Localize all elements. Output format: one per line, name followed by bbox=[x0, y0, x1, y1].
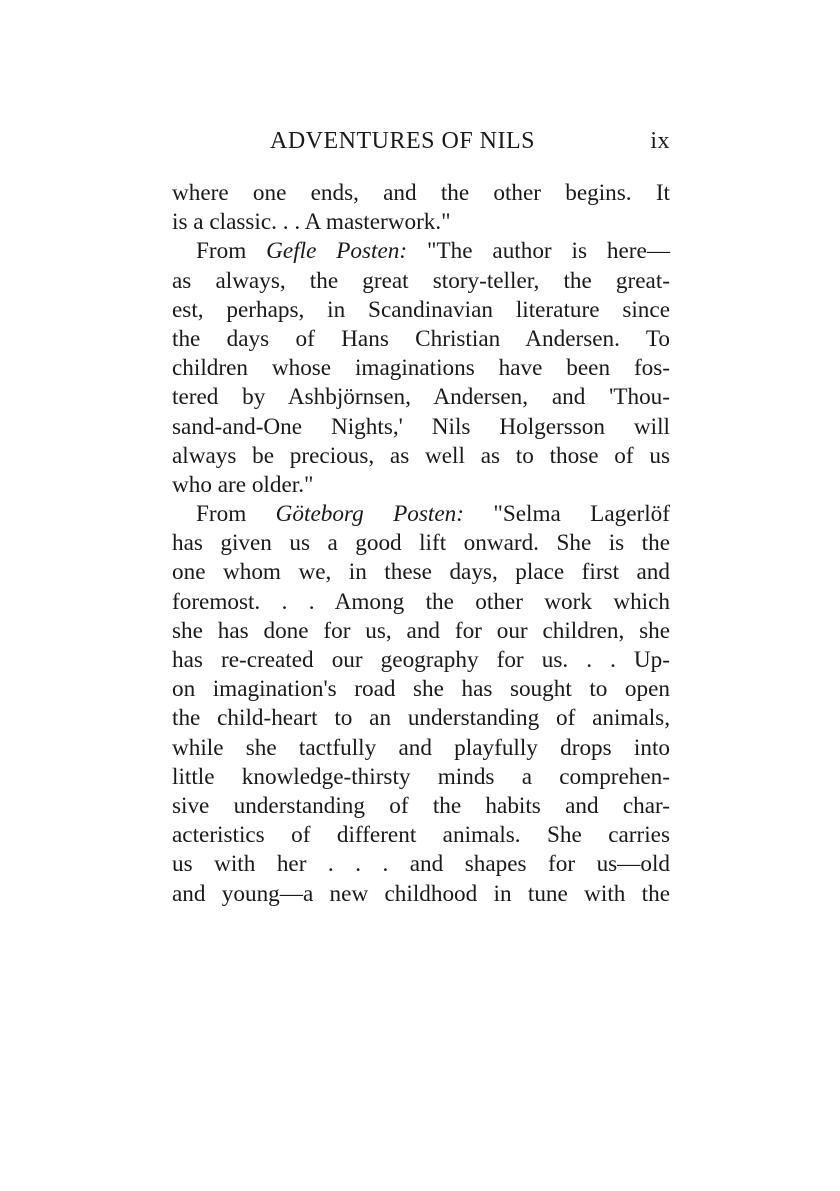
text-line: where one ends, and the other begins. It bbox=[172, 180, 670, 206]
text-fragment: "Selma Lagerlöf bbox=[463, 501, 671, 528]
body-text bbox=[172, 179, 670, 909]
text-fragment: "The author is here— bbox=[407, 238, 671, 265]
text-line: little knowledge-thirsty minds a comprehen- bbox=[172, 763, 670, 790]
text-line: us with her . . . and shapes for us—old bbox=[172, 851, 670, 878]
text-line: acteristics of different animals. She carries bbox=[172, 822, 670, 849]
text-fragment: From bbox=[196, 501, 276, 528]
running-head bbox=[172, 128, 670, 160]
text-line: as always, the great story-teller, the great- bbox=[172, 267, 670, 294]
text-line: is a classic. . . A masterwork." bbox=[172, 209, 451, 236]
text-line: on imagination's road she has sought to open bbox=[172, 676, 670, 703]
text-line: always be precious, as well as to those of us bbox=[172, 442, 670, 469]
text-line: who are older." bbox=[172, 471, 314, 498]
text-line: and young—a new childhood in tune with the bbox=[172, 880, 670, 907]
text-line: while she tactfully and playfully drops into bbox=[172, 734, 670, 761]
running-title: ADVENTURES OF NILS bbox=[270, 128, 536, 154]
text-line: the days of Hans Christian Andersen. To bbox=[172, 325, 670, 352]
text-line bbox=[172, 237, 670, 266]
text-fragment: From bbox=[196, 238, 267, 265]
text-line bbox=[172, 500, 670, 529]
text-line: est, perhaps, in Scandinavian literature since bbox=[172, 296, 670, 323]
text-line: she has done for us, and for our children, she bbox=[172, 617, 670, 644]
text-line: the child-heart to an understanding of animals, bbox=[172, 705, 670, 732]
page-number: ix bbox=[650, 128, 670, 154]
newspaper-name: Gefle Posten: bbox=[266, 238, 408, 265]
text-line: has given us a good lift onward. She is the bbox=[172, 530, 670, 557]
text-line: sand-and-One Nights,' Nils Holgersson will bbox=[172, 413, 670, 440]
text-line: has re-created our geography for us. . . Up- bbox=[172, 647, 670, 673]
text-line: children whose imaginations have been fos- bbox=[172, 355, 670, 382]
text-line: foremost. . . Among the other work which bbox=[172, 588, 670, 615]
text-line: tered by Ashbjörnsen, Andersen, and 'Thou- bbox=[172, 384, 670, 411]
text-line: sive understanding of the habits and char- bbox=[172, 792, 670, 819]
newspaper-name: Göteborg Posten: bbox=[275, 501, 464, 528]
text-line: one whom we, in these days, place first and bbox=[172, 559, 670, 586]
